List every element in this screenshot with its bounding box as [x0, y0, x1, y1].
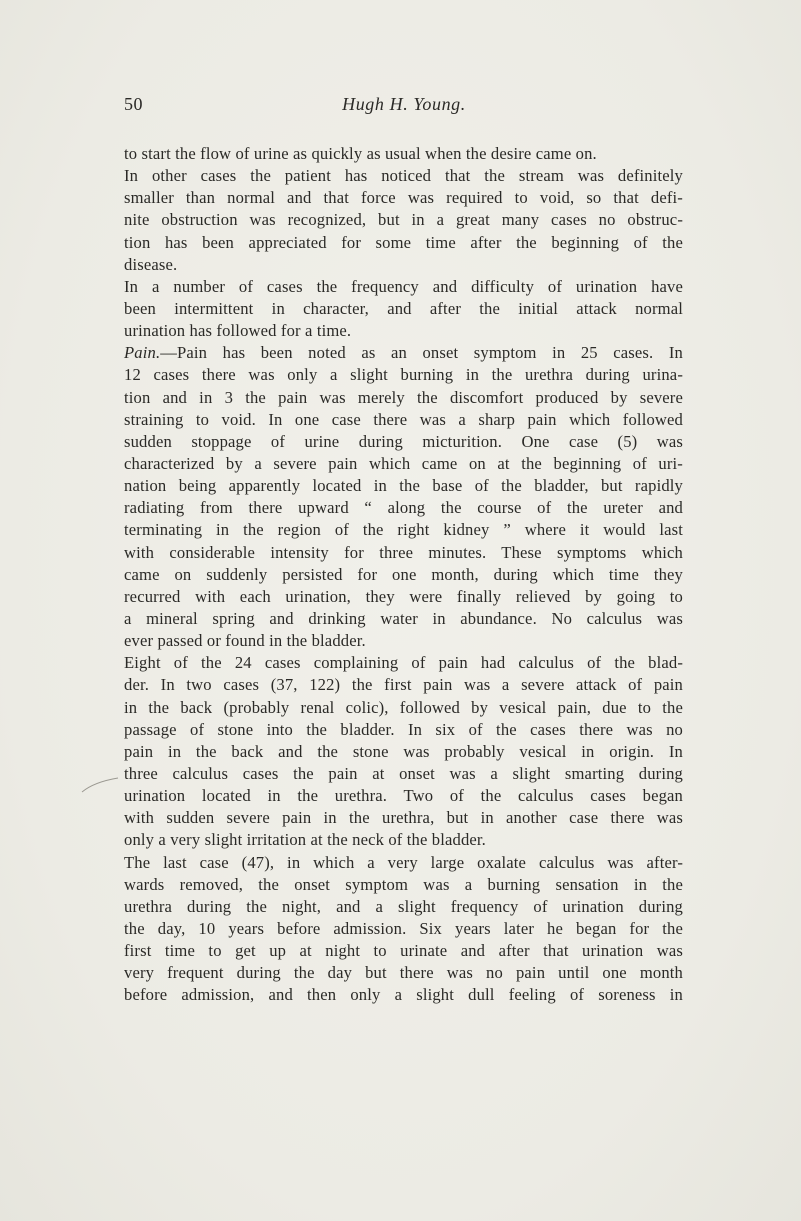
line-text: —Pain has been noted as an onset symptom in 25 cases. In — [160, 343, 683, 363]
margin-pencil-mark — [80, 775, 120, 793]
text-line — [124, 719, 683, 741]
line-text: in the back (probably renal colic), followed by vesical pain, due to the — [124, 697, 683, 717]
text-line — [124, 475, 683, 497]
line-text: Eight of the 24 cases complaining of pain had calculus of the blad- — [124, 653, 683, 673]
text-line — [124, 320, 683, 342]
line-text: three calculus cases the pain at onset was a slight smarting during — [124, 763, 683, 783]
text-line — [124, 542, 683, 564]
line-text: urination located in the urethra. Two of the calculus cases began — [124, 786, 683, 806]
line-text: recurred with each urination, they were finally relieved by going to — [124, 586, 683, 606]
text-line — [124, 630, 683, 652]
line-text: sudden stoppage of urine during micturition. One case (5) was — [124, 431, 683, 451]
text-line — [124, 232, 683, 254]
line-text: radiating from there upward “ along the course of the ureter and — [124, 498, 683, 518]
text-line — [124, 519, 683, 541]
line-text: very frequent during the day but there was no pain until one month — [124, 963, 683, 983]
text-line — [124, 364, 683, 386]
text-line — [124, 741, 683, 763]
line-text: a mineral spring and drinking water in abundance. No calculus was — [124, 608, 683, 628]
text-line — [124, 409, 683, 431]
text-line — [124, 608, 683, 630]
line-text: pain in the back and the stone was probably vesical in origin. In — [124, 741, 683, 761]
line-text: tion has been appreciated for some time after the beginning of the — [124, 232, 683, 252]
text-line — [124, 652, 683, 674]
line-text: The last case (47), in which a very large oxalate calculus was after- — [124, 852, 683, 872]
body-text — [124, 143, 683, 1006]
line-text: In other cases the patient has noticed that the stream was definitely — [124, 166, 683, 186]
text-line — [124, 807, 683, 829]
page-number: 50 — [124, 94, 143, 114]
line-text: nation being apparently located in the base of the bladder, but rapidly — [124, 476, 683, 496]
line-text: before admission, and then only a slight dull feeling of soreness in — [124, 985, 683, 1005]
text-line — [124, 254, 683, 276]
text-line — [124, 497, 683, 519]
text-line — [124, 342, 683, 364]
text-line — [124, 763, 683, 785]
text-line — [124, 896, 683, 918]
text-line — [124, 387, 683, 409]
line-text: been intermittent in character, and after the initial attack normal — [124, 298, 683, 318]
text-line — [124, 165, 683, 187]
text-line — [124, 874, 683, 896]
text-line — [124, 276, 683, 298]
text-line — [124, 785, 683, 807]
text-line — [124, 431, 683, 453]
line-text: only a very slight irritation at the neck of the bladder. — [124, 830, 486, 850]
text-line — [124, 829, 683, 851]
line-text: wards removed, the onset symptom was a burning sensation in the — [124, 874, 683, 894]
text-line — [124, 962, 683, 984]
line-text: passage of stone into the bladder. In six of the cases there was no — [124, 719, 683, 739]
line-text: the day, 10 years before admission. Six years later he began for the — [124, 918, 683, 938]
text-line — [124, 209, 683, 231]
line-text: to start the flow of urine as quickly as usual when the desire came on. — [124, 144, 597, 163]
line-text: ever passed or found in the bladder. — [124, 631, 366, 651]
text-line — [124, 187, 683, 209]
text-line — [124, 143, 683, 165]
line-text: characterized by a severe pain which came on at the beginning of uri- — [124, 453, 683, 473]
line-text: smaller than normal and that force was required to void, so that defi- — [124, 188, 683, 208]
line-text: 12 cases there was only a slight burning in the urethra during urina- — [124, 365, 683, 385]
text-line — [124, 674, 683, 696]
text-line — [124, 564, 683, 586]
line-text: terminating in the region of the right kidney ” where it would last — [124, 520, 683, 540]
line-text: disease. — [124, 254, 178, 274]
line-text: In a number of cases the frequency and difficulty of urination have — [124, 276, 683, 296]
running-title: Hugh H. Young. — [342, 94, 466, 114]
line-text: urethra during the night, and a slight frequency of urination during — [124, 896, 683, 916]
text-line — [124, 940, 683, 962]
line-text: der. In two cases (37, 122) the first pain was a severe attack of pain — [124, 675, 683, 695]
line-text: came on suddenly persisted for one month, during which time they — [124, 564, 683, 584]
line-text: urination has followed for a time. — [124, 321, 352, 341]
text-line — [124, 984, 683, 1006]
running-head — [124, 94, 684, 118]
text-line — [124, 586, 683, 608]
line-text: tion and in 3 the pain was merely the discomfort produced by severe — [124, 387, 683, 407]
text-line — [124, 852, 683, 874]
line-text: with sudden severe pain in the urethra, but in another case there was — [124, 808, 683, 828]
text-line — [124, 298, 683, 320]
text-line — [124, 697, 683, 719]
section-lead: Pain. — [124, 343, 161, 363]
line-text: first time to get up at night to urinate and after that urination was — [124, 941, 683, 961]
line-text: nite obstruction was recognized, but in a great many cases no obstruc- — [124, 210, 683, 230]
line-text: with considerable intensity for three minutes. These symptoms which — [124, 542, 683, 562]
text-line — [124, 453, 683, 475]
text-line — [124, 918, 683, 940]
line-text: straining to void. In one case there was a sharp pain which followed — [124, 409, 683, 429]
